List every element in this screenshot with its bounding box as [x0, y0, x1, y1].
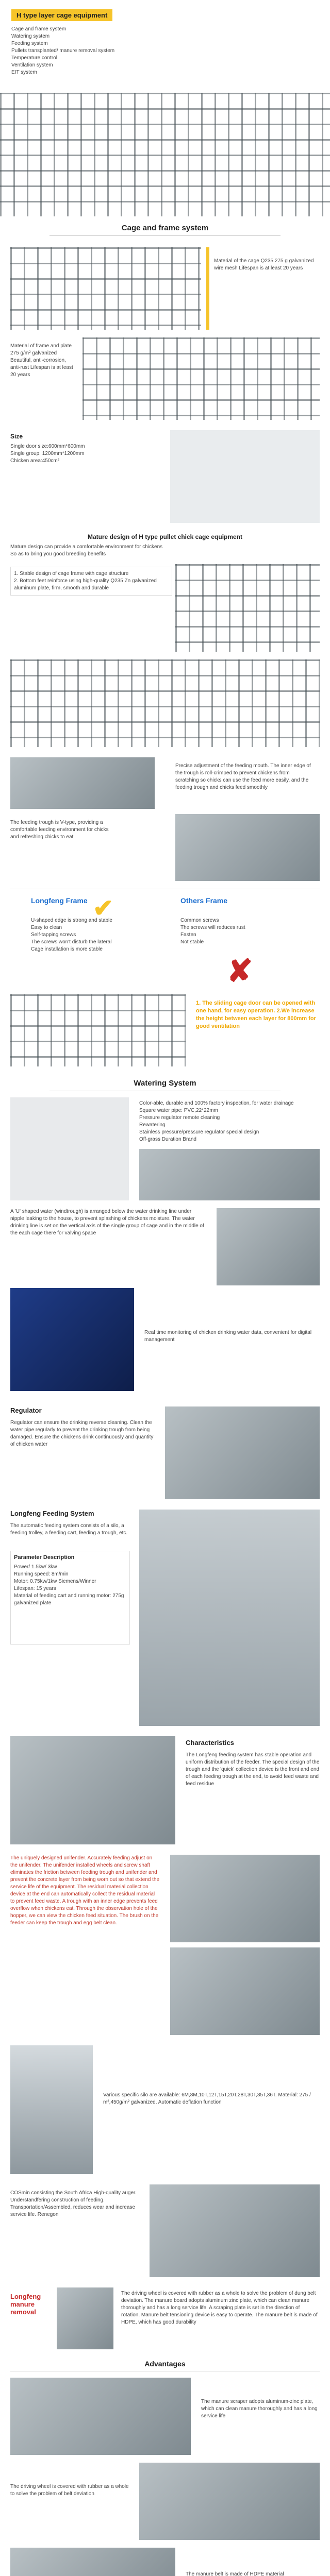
mature-point: 1. Stable design of cage frame with cage structure	[14, 571, 129, 577]
spec-line: Off-grass Duration Brand	[139, 1137, 196, 1142]
advantages-section	[0, 2354, 330, 2576]
silo-section	[0, 2040, 330, 2179]
longfeng-frame-title: Longfeng Frame	[31, 896, 88, 905]
feeding-trough-section	[0, 752, 330, 886]
spec-line: Rewatering	[139, 1122, 166, 1128]
trolley-section	[0, 1850, 330, 2040]
advantage-2: The driving wheel is covered with rubber as a whole to solve the problem of belt deviation	[10, 2484, 129, 2497]
param-line: Running speed: 8m/min	[14, 1571, 69, 1577]
silo-text: Various specific silo are available: 6M,8M,10T,12T,15T,20T,28T,30T,35T,36T. Material: 275 / m²,450g/m² galvanized. Automatic deflation function	[103, 2092, 311, 2105]
mature-title: Mature design of H type pullet chick cage equipment	[87, 533, 243, 540]
advantages-title: Advantages	[10, 2360, 320, 2371]
feature-item: Cage and frame system	[11, 26, 67, 32]
cage-house-photo	[0, 93, 330, 216]
mature-points	[10, 567, 172, 596]
characteristics-title: Characteristics	[186, 1739, 234, 1747]
spec-line: Pressure regulator remote cleaning	[139, 1115, 220, 1121]
feature-item: Feeding system	[11, 41, 48, 46]
trolley-photo-2	[170, 1947, 320, 2035]
monitor-text: Real time monitoring of chicken drinking water data, convenient for digital management	[144, 1330, 312, 1343]
regulator-photo	[165, 1406, 320, 1499]
compare-line: Fasten	[180, 932, 196, 938]
param-title: Parameter Description	[14, 1554, 75, 1561]
advantage-1: The manure scraper adopts aluminum-zinc plate, which can clean manure thoroughly and has a long service life	[201, 2399, 318, 2419]
section-title: Cage and frame system	[121, 224, 209, 232]
cage-mesh-photo	[10, 247, 201, 330]
compare-line: The screws will reduces rust	[180, 925, 245, 930]
frame-text: Material of frame and plate 275 g/m² galvanized Beautiful, anti-corrosion, anti-rust Lifespan is at least 20 years	[10, 343, 73, 378]
mature-sub: Mature design can provide a comfortable environment for chickens	[10, 544, 163, 550]
manure-label: Longfeng manure removal	[10, 2293, 41, 2316]
auger-text: COSmin consisting the South Africa High-quality auger. Understandfering construction of feeding. Transportation/Assembled, reduces wear and increase service life. Renegon	[10, 2190, 137, 2217]
auger-photo	[150, 2184, 320, 2277]
cage-frame-section	[0, 216, 330, 752]
manure-photo	[57, 2287, 113, 2349]
divider	[50, 235, 280, 236]
feature-list	[11, 26, 114, 76]
param-line: Power/ 1.5kw/ 3kw	[14, 1564, 57, 1570]
water-line-photo	[217, 1208, 320, 1285]
param-line: Material of feeding cart and running motor: 275g galvanized plate	[14, 1593, 124, 1606]
cage-diagram	[170, 430, 320, 523]
feature-item: Pullets transplanted/ manure removal system	[11, 48, 115, 54]
compare-line: Common screws	[180, 918, 219, 923]
feature-item: EIT system	[11, 70, 37, 75]
trough-photo	[10, 757, 155, 809]
size-line: Single group: 1200mm*1200mm	[10, 451, 85, 456]
monitor-photo	[10, 1288, 134, 1391]
auger-section	[0, 2179, 330, 2282]
feature-item: Ventilation system	[11, 62, 53, 68]
others-frame-list	[180, 917, 284, 946]
cage-door-photo	[10, 994, 186, 1066]
regulator-text: Regulator can ensure the drinking reverse cleaning. Clean the water pipe regularly to prevent the drinking trough from being damaged. Ensure the chickens drink continuously and quantity of chicken water	[10, 1420, 154, 1447]
manure-text: The driving wheel is covered with rubber as a whole to solve the problem of dung belt deviation. The manure board adopts aluminum zinc plate, which can clean manure thoroughly and has a long service life. A scraping plate is set in the direction of rotation. Manure belt tensioning device is easy to operate. The manure belt is made of HDPE, which has good durability	[121, 2291, 318, 2325]
feeding-section	[0, 1504, 330, 1731]
nipple-text: A 'U' shaped water (windtrough) is arranged below the water drinking line under nipple leaking to the house, to prevent splashing of chickens moisture. The water drinking line is set on the vertical axis of the single group of cage and in the middle of the each cage there for valving space	[10, 1209, 204, 1236]
feature-item: Watering system	[11, 33, 50, 39]
manure-belt-photo	[10, 2548, 175, 2576]
others-frame-title: Others Frame	[180, 896, 228, 905]
pullet-cage-photo	[175, 564, 320, 652]
size-line: Chicken area:450cm²	[10, 458, 60, 464]
mature-sub2: So as to bring you good breeding benefits	[10, 551, 106, 557]
spec-line: Stainless pressure/pressure regulator special design	[139, 1129, 259, 1135]
param-line: Lifespan: 15 years	[14, 1586, 56, 1591]
water-pipe-photo	[10, 1097, 129, 1200]
spec-line: Square water pipe: PVC,22*22mm	[139, 1108, 218, 1113]
longfeng-frame-list	[31, 917, 124, 953]
trough-detail-photo	[175, 814, 320, 881]
mature-point: 2. Bottom feet reinforce using high-quality Q235 Zn galvanized aluminum plate, firm, smooth and durable	[14, 578, 157, 591]
feeder-photo	[10, 1736, 175, 1844]
page-title: H type layer cage equipment	[11, 9, 112, 21]
trolley-text: The uniquely designed unifender. Accurately feeding adjust on the unifender. The unifender installed wheels and screw shaft eliminates the friction between feeding trough and unifender and prevent the concrete layer from being worn out so that extend the service life of the equipment. The residual material collection device at the end can automatically collect the residual material to prevent feed waste. A trough with an inner edge prevents feed overflow when chickens eat. Through the observation hole of the hopper, we can view the chicken feed situation. The brush on the feeder can keep the trough and egg belt clean.	[10, 1855, 160, 1926]
water-specs	[139, 1100, 315, 1143]
feeding-intro: The automatic feeding system consists of a silo, a feeding trolley, a feeding cart, feeding a trough, etc.	[10, 1523, 128, 1536]
param-line: Motor: 0.75kw/1kw Siemens/Winner	[14, 1579, 96, 1584]
characteristics-text: The Longfeng feeding system has stable operation and uniform distribution of the feeder. The special design of the trough and the 'quick' collection device is the front and end of each feeding trough at the end, to avoid feed waste and feed residue	[186, 1752, 320, 1787]
trolley-photo-1	[170, 1855, 320, 1942]
spec-line: Color-able, durable and 100% factory inspection, for water drainage	[139, 1100, 294, 1106]
regulator-section	[0, 1401, 330, 1504]
silo-tower-photo	[10, 2045, 93, 2174]
param-list	[11, 1564, 129, 1607]
trough-v-text: The feeding trough is V-type, providing a comfortable feeding environment for chicks and refreshing chicks to eat	[10, 820, 109, 840]
compare-line: Easy to clean	[31, 925, 62, 930]
header-section	[0, 0, 330, 216]
nipple-photo	[139, 1149, 320, 1200]
scraper-photo	[10, 2378, 191, 2455]
compare-line: Cage installation is more stable	[31, 946, 103, 952]
material-text: Material of the cage Q235 275 g galvanized wire mesh Lifespan is at least 20 years	[214, 258, 314, 271]
size-title: Size	[10, 433, 23, 440]
advantage-3: The manure belt is made of HDPE material	[186, 2571, 284, 2576]
compare-line: Self-tapping screws	[31, 932, 76, 938]
feature-item: Temperature control	[11, 55, 57, 61]
section-title: Watering System	[134, 1079, 196, 1088]
silo-photo	[139, 1510, 320, 1726]
door-text: 1. The sliding cage door can be opened with one hand, for easy operation. 2.We increase the height between each layer for 800mm for good ventilation	[196, 1000, 316, 1029]
check-icon: ✔	[93, 895, 114, 922]
compare-line: The screws won't disturb the lateral	[31, 939, 112, 945]
compare-line: U-shaped edge is strong and stable	[31, 918, 112, 923]
size-line: Single door size:600mm*600mm	[10, 444, 85, 449]
feeding-title: Longfeng Feeding System	[10, 1510, 94, 1517]
frame-photo	[82, 337, 320, 420]
frame-compare-section	[0, 886, 330, 1072]
compare-line: Not stable	[180, 939, 204, 945]
accent-bar	[206, 247, 209, 330]
cage-row-photo	[10, 659, 320, 747]
param-box	[10, 1551, 130, 1645]
cross-icon: ✘	[227, 954, 253, 988]
trough-adjust-text: Precise adjustment of the feeding mouth. The inner edge of the trough is roll-crimped to prevent chickens from scratching so chicks can use the feed more easily, and the feeding trough and chicks feed smoothly	[175, 763, 311, 790]
size-list	[10, 443, 165, 465]
manure-section	[0, 2282, 330, 2354]
watering-section	[0, 1072, 330, 1401]
driving-wheel-photo	[139, 2463, 320, 2540]
regulator-title: Regulator	[10, 1406, 42, 1414]
characteristics-section	[0, 1731, 330, 1850]
